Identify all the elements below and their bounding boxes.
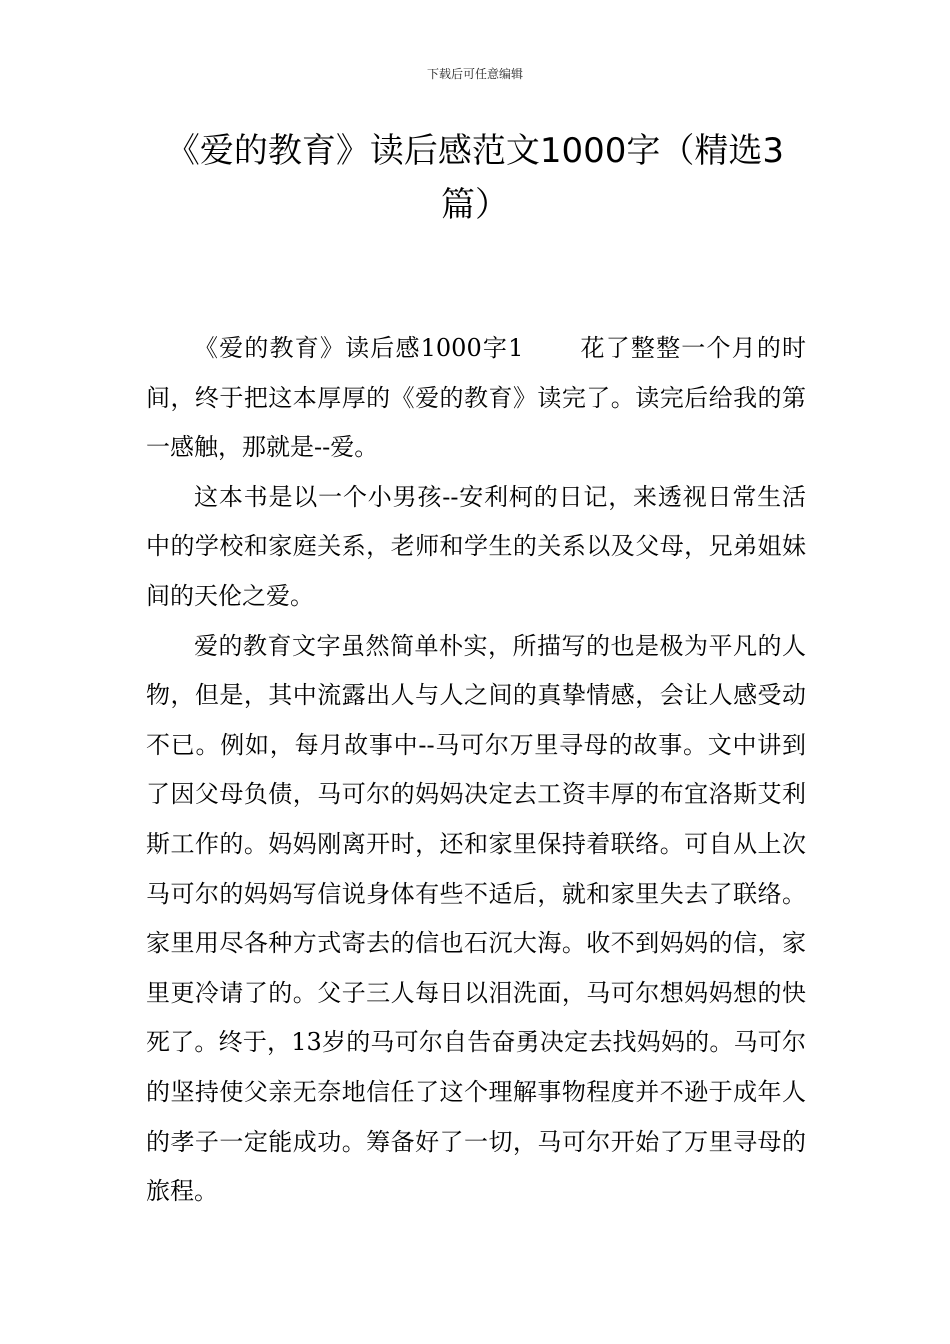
paragraph-1-text: 花了整整一个月的时间，终于把这本厚厚的《爱的教育》读完了。读完后给我的第一感触，那就是--爱。: [146, 334, 806, 462]
paragraph-3: 爱的教育文字虽然简单朴实，所描写的也是极为平凡的人物，但是，其中流露出人与人之间的真挚情感，会让人感受动不已。例如，每月故事中--马可尔万里寻母的故事。文中讲到了因父母负债，马可尔的妈妈决定去工资丰厚的布宜洛斯艾利斯工作的。妈妈刚离开时，还和家里保持着联络。可自从上次马可尔的妈妈写信说身体有些不适后，就和家里失去了联络。家里用尽各种方式寄去的信也石沉大海。收不到妈妈的信，家里更冷请了的。父子三人每日以泪洗面，马可尔想妈妈想的快死了。终于，13岁的马可尔自告奋勇决定去找妈妈的。马可尔的坚持使父亲无奈地信任了这个理解事物程度并不逊于成年人的孝子一定能成功。筹备好了一切，马可尔开始了万里寻母的旅程。: [146, 631, 806, 1206]
document-body: [146, 324, 806, 1217]
paragraph-2: 这本书是以一个小男孩--安利柯的日记，来透视日常生活中的学校和家庭关系，老师和学生的关系以及父母，兄弟姐妹间的天伦之爱。: [146, 482, 806, 610]
paragraph-1: [146, 324, 806, 473]
document-title: 《爱的教育》读后感范文1000字（精选3篇）: [165, 131, 785, 225]
header-note: 下载后可任意编辑: [426, 67, 523, 81]
section-heading: 《爱的教育》读后感1000字1: [194, 334, 524, 362]
